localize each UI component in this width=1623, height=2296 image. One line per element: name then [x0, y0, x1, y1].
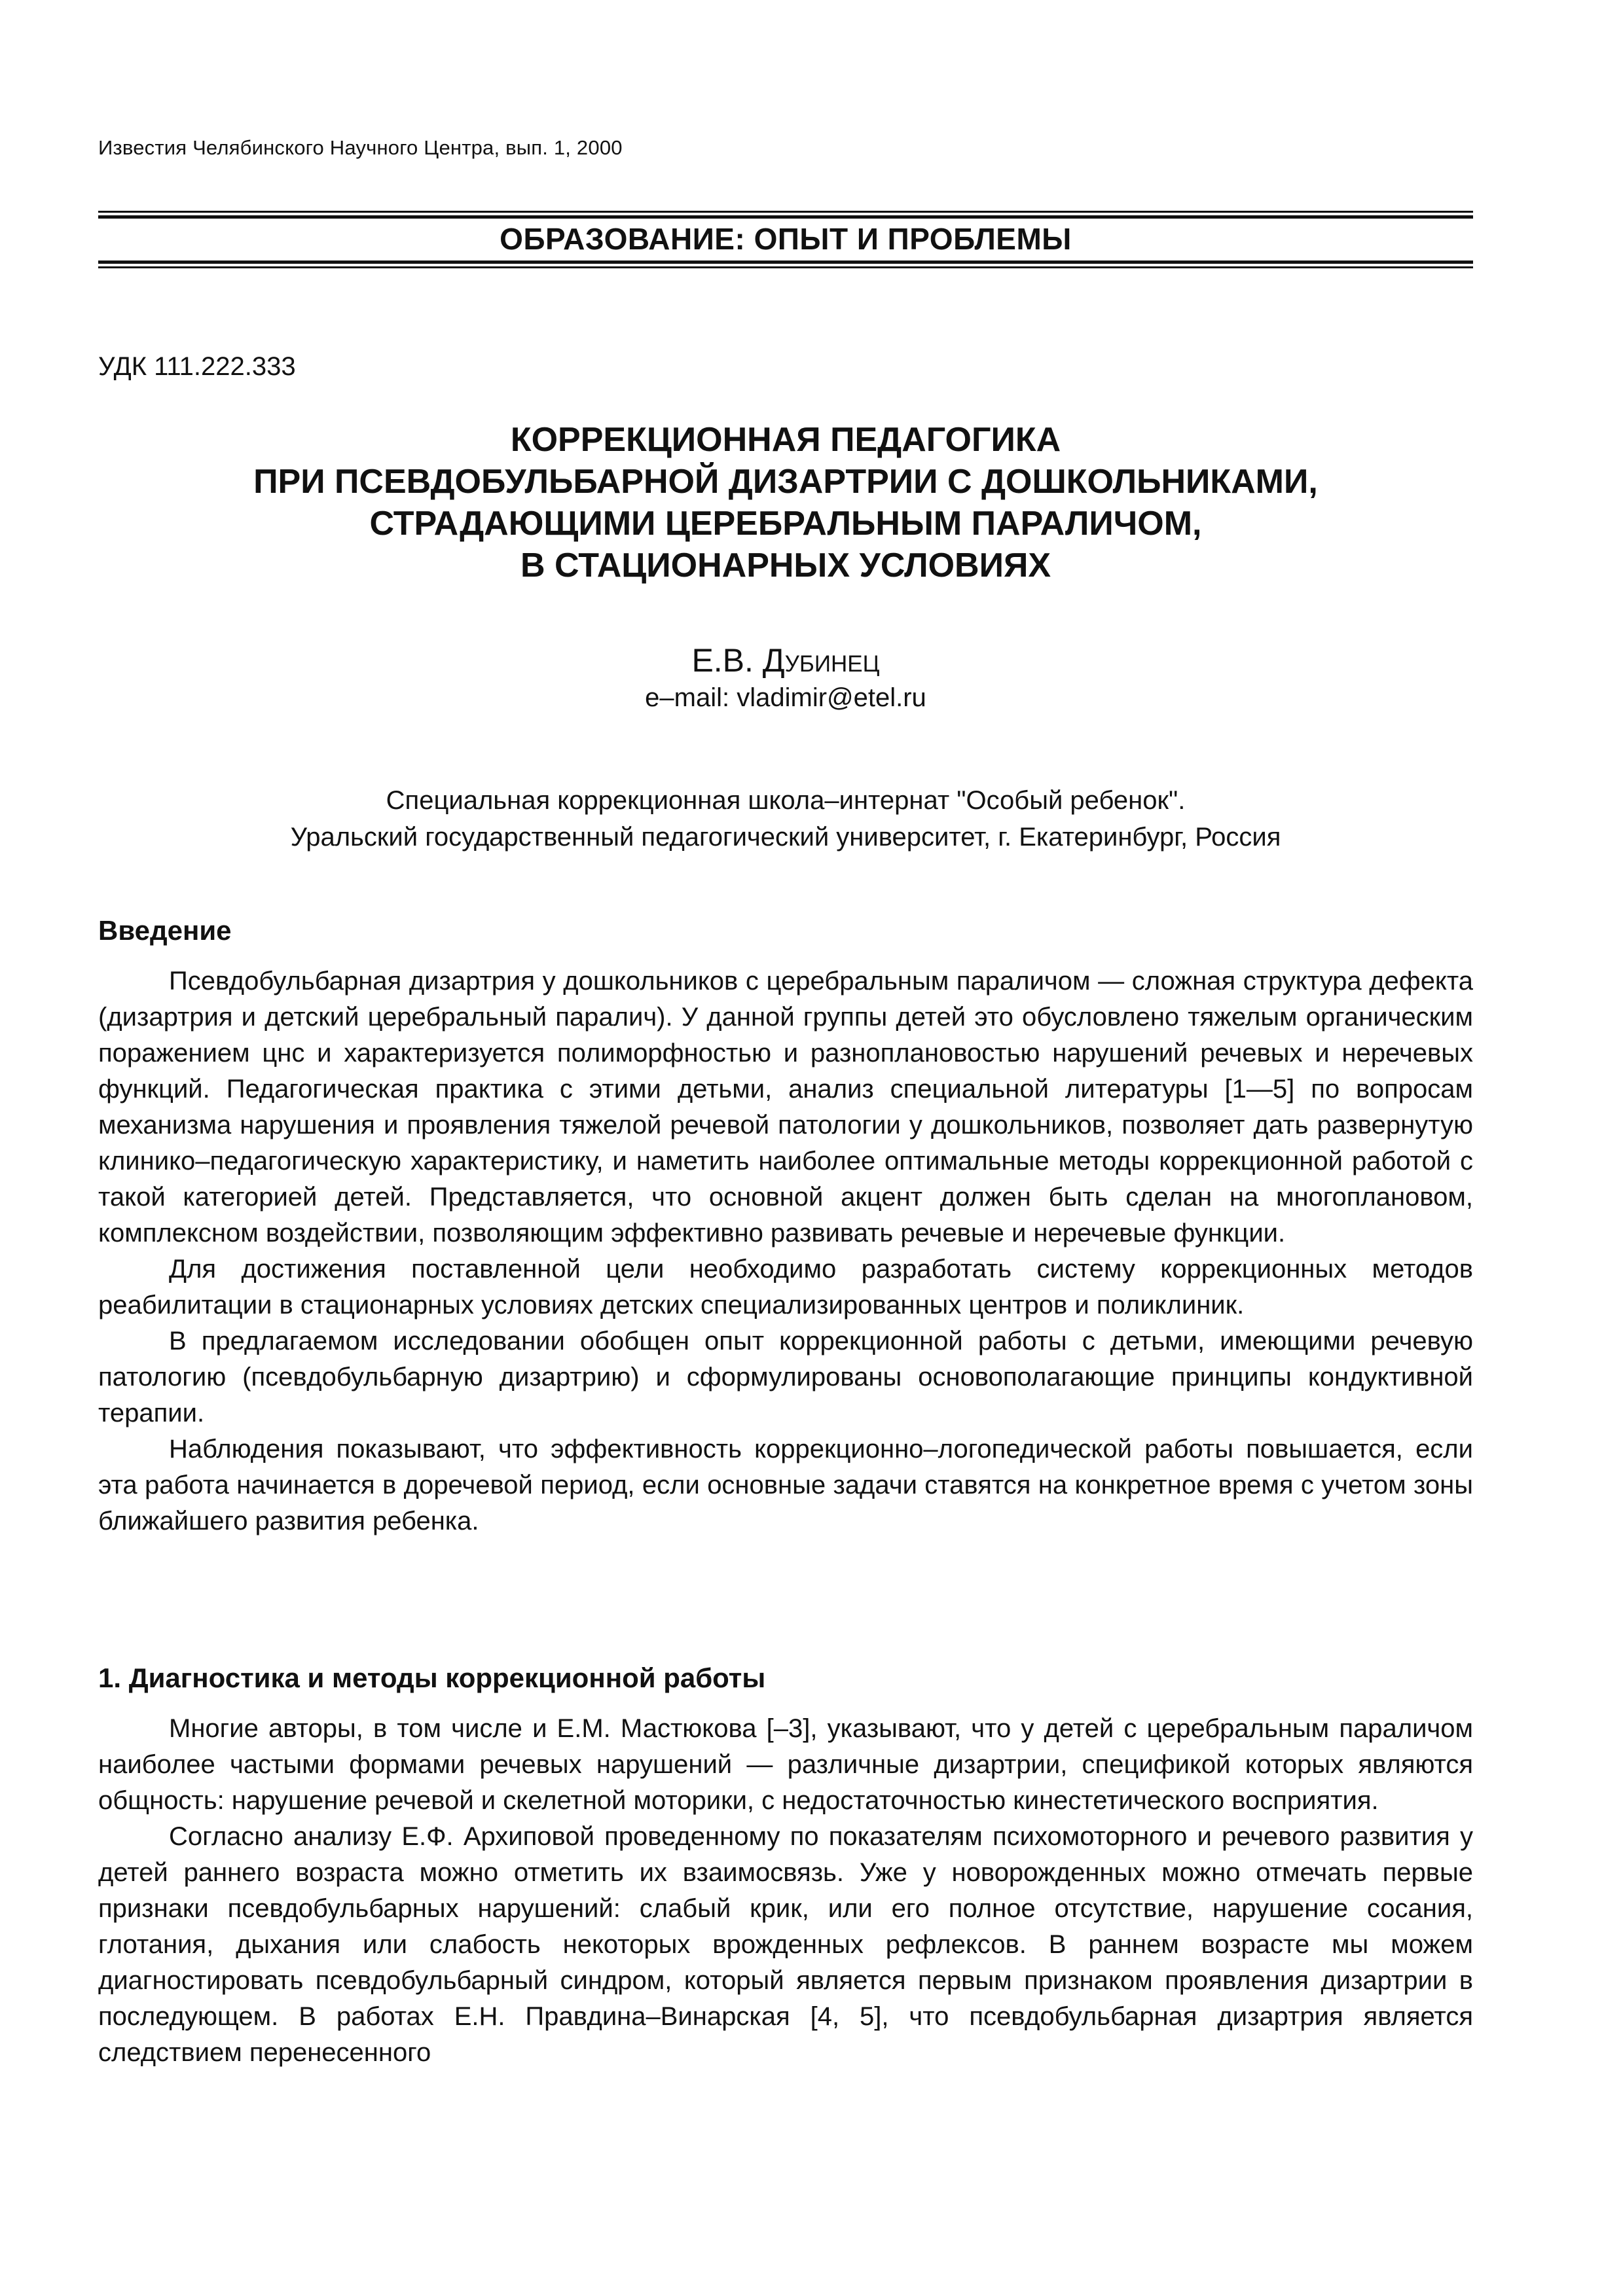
paragraph: Согласно анализу Е.Ф. Архиповой проведенному по показателям психомоторного и речевого развития у детей раннего возраста можно отметить их взаимосвязь. Уже у новорожденных можно отмечать первые признаки псевдобульбарных нарушений: слабый крик, или его полное отсутствие, нарушение сосания, глотания, дыхания или слабость некоторых врожденных рефлексов. В раннем возрасте мы можем диагностировать псевдобульбарный синдром, который является первым признаком проявления дизартрии в последующем. В работах Е.Н. Правдина–Винарская [4, 5], что псевдобульбарная дизартрия является следствием перенесенного — [98, 1822, 1473, 2067]
title-line: ПРИ ПСЕВДОБУЛЬБАРНОЙ ДИЗАРТРИИ С ДОШКОЛЬНИКАМИ, — [253, 463, 1318, 501]
paragraph: Наблюдения показывают, что эффективность коррекционно–логопедической работы повышается, если эта работа начинается в доречевой период, если основные задачи ставятся на конкретное время с учетом зоны ближайшего развития ребенка. — [98, 1435, 1473, 1535]
paper-title — [98, 419, 1473, 586]
section-header: ОБРАЗОВАНИЕ: ОПЫТ И ПРОБЛЕМЫ — [500, 222, 1072, 256]
title-line: В СТАЦИОНАРНЫХ УСЛОВИЯХ — [520, 547, 1051, 584]
bottom-double-rule — [98, 260, 1473, 268]
section-heading: Введение — [98, 915, 232, 946]
affiliation-line: Специальная коррекционная школа–интернат "Особый ребенок". — [386, 786, 1186, 815]
section-heading: 1. Диагностика и методы коррекционной работы — [98, 1662, 766, 1693]
paragraph: В предлагаемом исследовании обобщен опыт коррекционной работы с детьми, имеющими речевую патологию (псевдобульбарную дизартрию) и сформулированы основополагающие принципы кондуктивной терапии. — [98, 1327, 1473, 1427]
affiliation — [98, 782, 1473, 855]
diagnostics-section — [98, 1662, 1473, 2071]
paragraph: Псевдобульбарная дизартрия у дошкольников с церебральным параличом — сложная структура дефекта (дизартрия и детский церебральный паралич). У данной группы детей это обусловлено тяжелым органическим поражением цнс и характеризуется полиморфностью и разноплановостью нарушений речевых и неречевых функций. Педагогическая практика с этими детьми, анализ специальной литературы [1—5] по вопросам механизма нарушения и проявления тяжелой речевой патологии у дошкольников, позволяет дать развернутую клинико–педагогическую характеристику, и наметить наиболее оптимальные методы коррекционной работой с такой категорией детей. Представляется, что основной акцент должен быть сделан на многоплановом, комплексном воздействии, позволяющим эффективно развивать речевые и неречевые функции. — [98, 967, 1473, 1247]
title-line: КОРРЕКЦИОННАЯ ПЕДАГОГИКА — [510, 421, 1061, 459]
journal-page — [98, 0, 1473, 2296]
introduction-section — [98, 915, 1473, 1539]
udk-code: УДК 111.222.333 — [98, 352, 296, 381]
title-line: СТРАДАЮЩИМИ ЦЕРЕБРАЛЬНЫМ ПАРАЛИЧОМ, — [369, 505, 1202, 543]
top-double-rule — [98, 211, 1473, 219]
paragraph: Для достижения поставленной цели необходимо разработать систему коррекционных методов реабилитации в стационарных условиях детских специализированных центров и поликлиник. — [98, 1255, 1473, 1319]
journal-header: Известия Челябинского Научного Центра, вып. 1, 2000 — [98, 136, 623, 159]
paragraph: Многие авторы, в том числе и Е.М. Мастюкова [–3], указывают, что у детей с церебральным параличом наиболее частыми формами речевых нарушений — различные дизартрии, спецификой которых являются общность: нарушение речевой и скелетной моторики, с недостаточностью кинестетического восприятия. — [98, 1714, 1473, 1815]
affiliation-line: Уральский государственный педагогический университет, г. Екатеринбург, Россия — [290, 823, 1281, 852]
author-email: e–mail: vladimir@etel.ru — [645, 683, 926, 712]
author-name: Е.В. Дубинец — [691, 642, 880, 679]
